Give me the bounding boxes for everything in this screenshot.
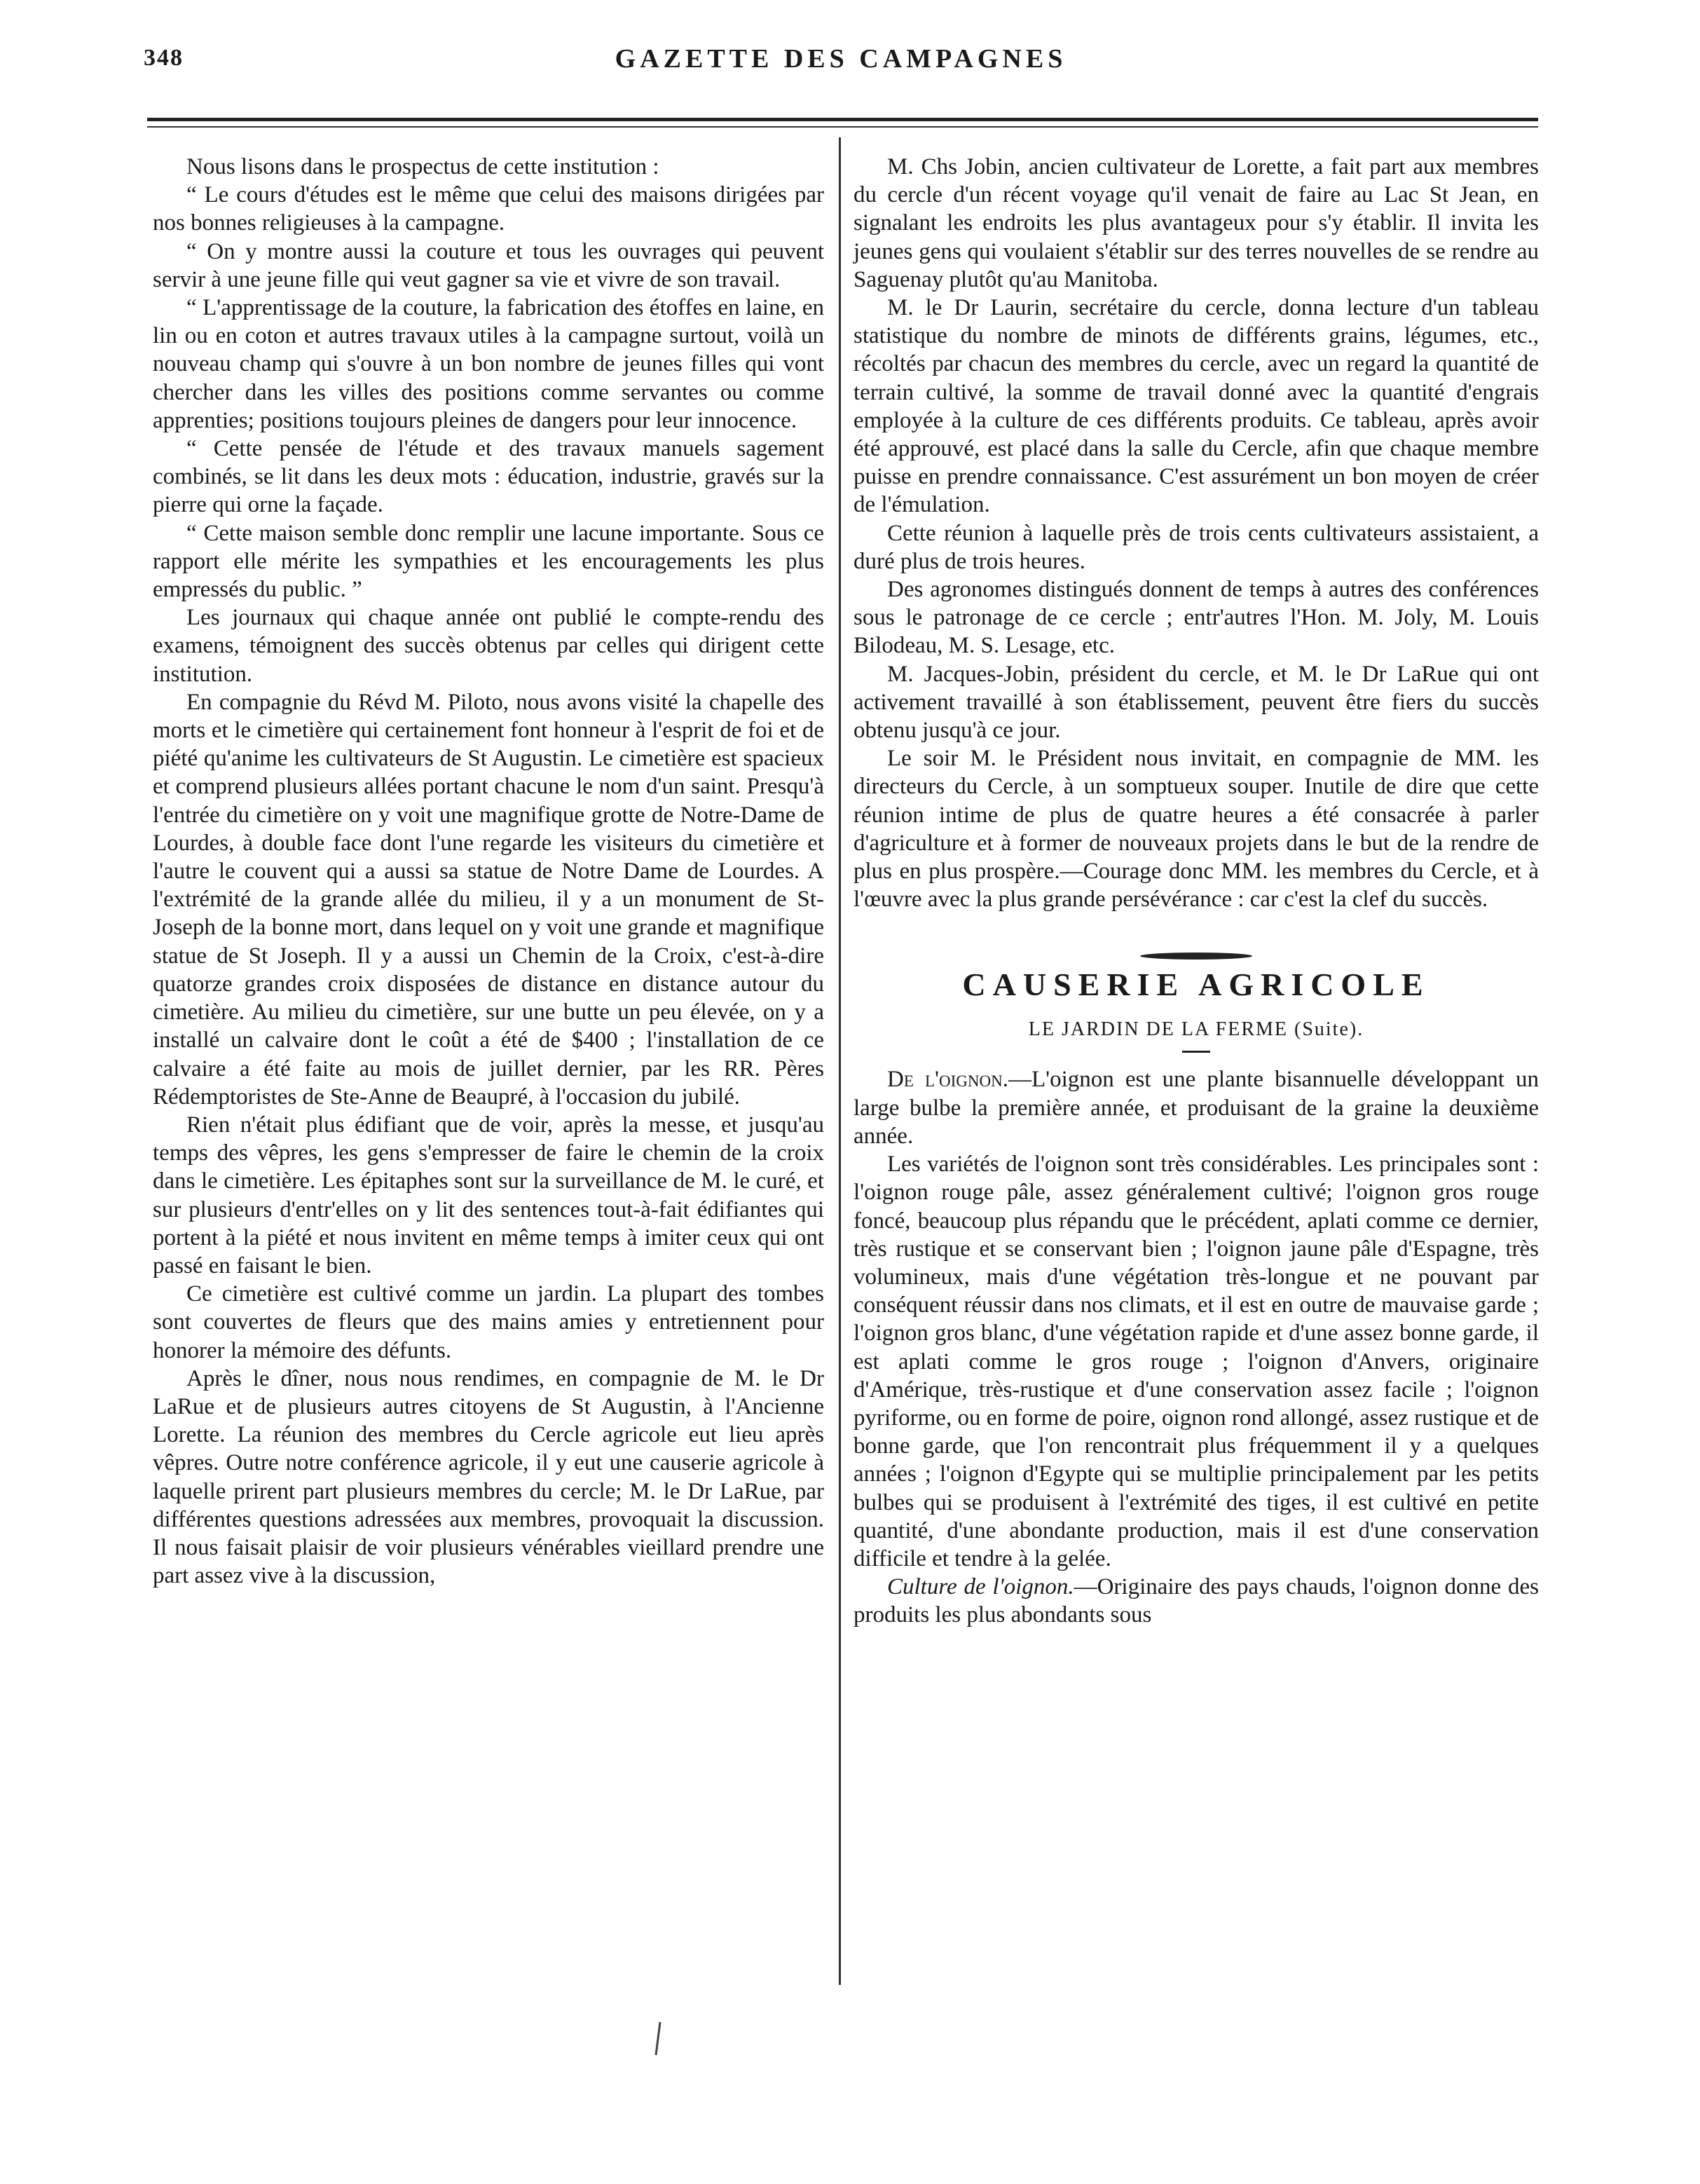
- paragraph-body: —Originaire des pays chauds, l'oignon donne des produits les plus abondants sous: [854, 1574, 1539, 1628]
- paragraph-body: —L'oignon est une plante bisannuelle développant un large bulbe la première année, et produisant de la graine la deuxième année.: [854, 1067, 1539, 1149]
- paragraph: M. le Dr Laurin, secrétaire du cercle, donna lecture d'un tableau statistique du nombre de minots de différents grains, légumes, etc., récoltés par chacun des membres du cercle, avec un regard la quantité de terrain cultivé, la somme de travail donné avec la quantité d'engrais employée à la culture de ces différents produits. Ce tableau, après avoir été approuvé, est placé dans la salle du Cercle, afin que chaque membre puisse en prendre connaissance. C'est assurément un bon moyen de créer de l'émulation.: [854, 295, 1539, 518]
- paragraph: “ Cette pensée de l'étude et des travaux manuels sagement combinés, se lit dans les deux mots : éducation, industrie, gravés sur la pierre qui orne la façade.: [153, 436, 824, 518]
- journal-title: GAZETTE DES CAMPAGNES: [615, 44, 1067, 74]
- paragraph: [854, 1065, 1539, 1150]
- section-subtitle: LE JARDIN DE LA FERME (Suite).: [1028, 1018, 1364, 1041]
- paragraph: En compagnie du Révd M. Piloto, nous avons visité la chapelle des morts et le cimetière qui certainement font honneur à l'esprit de foi et de piété qu'anime les cultivateurs de St Augustin. Le cimetière est spacieux et comprend plusieurs allées portant chacune le nom d'un saint. Presqu'à l'entrée du cimetière on y voit une magnifique grotte de Notre-Dame de Lourdes, à double face dont l'une regarde les visiteurs du cimetière et l'autre le couvent qui a aussi sa statue de Notre Dame de Lourdes. A l'extrémité de la grande allée du milieu, il y a un monument de St-Joseph de la bonne mort, dans lequel on y voit une grande et magnifique statue de St Joseph. Il y a aussi un Chemin de la Croix, c'est-à-dire quatorze grandes croix disposées de distance en distance autour du cimetière. Au milieu du cimetière, sur une butte un peu élevée, on y a installé un calvaire dont le coût a été de $400 ; l'installation de ce calvaire a été faite au mois de juillet dernier, par les RR. Pères Rédemptoristes de Ste-Anne de Beaupré, à l'occasion du jubilé.: [153, 689, 824, 1110]
- paragraph-lead: Culture de l'oignon.: [887, 1574, 1074, 1600]
- paragraph: “ L'apprentissage de la couture, la fabrication des étoffes en laine, en lin ou en coton et autres travaux utiles à la campagne surtout, voilà un nouveau champ qui s'ouvre à un bon nombre de jeunes filles qui vont chercher dans les villes des positions comme servantes ou comme apprenties; positions toujours pleines de dangers pour leur innocence.: [153, 295, 824, 433]
- page-header: [144, 39, 1538, 95]
- paragraph: Après le dîner, nous nous rendimes, en compagnie de M. le Dr LaRue et de plusieurs autres citoyens de St Augustin, à l'Ancienne Lorette. La réunion des membres du Cercle agricole eut lieu après vêpres. Outre notre conférence agricole, il y eut une causerie agricole à laquelle prirent part plusieurs membres du cercle; M. le Dr LaRue, par différentes questions adressées aux membres, provoquait la discussion. Il nous faisait plaisir de voir plusieurs vénérables vieillard prendre une part assez vive à la discussion,: [153, 1365, 824, 1589]
- paragraph: Rien n'était plus édifiant que de voir, après la messe, et jusqu'au temps des vêpres, les gens s'empresser de faire le chemin de la croix dans le cimetière. Les épitaphes sont sur la surveillance de M. le curé, et sur plusieurs d'entr'elles on y lit des sentences tout-à-fait édifiantes qui portent à la piété et nous invitent en même temps à imiter ceux qui ont passé en faisant le bien.: [153, 1112, 824, 1278]
- column-divider: [839, 137, 841, 1985]
- paragraph: Le soir M. le Président nous invitait, en compagnie de MM. les directeurs du Cercle, à un somptueux souper. Inutile de dire que cette réunion intime de plus de quatre heures a été consacrée à parler d'agriculture et à former de nouveaux projets dans le but de la rendre de plus en plus prospère.—Courage donc MM. les membres du Cercle, et à l'œuvre avec la plus grande persévérance : car c'est la clef du succès.: [854, 746, 1539, 913]
- page-number: 348: [144, 45, 184, 71]
- paragraph: “ Le cours d'études est le même que celui des maisons dirigées par nos bonnes religieuses à la campagne.: [153, 182, 824, 236]
- paragraph: Les journaux qui chaque année ont publié le compte-rendu des examens, témoignent des succès obtenus par celles qui dirigent cette institution.: [153, 605, 824, 687]
- paragraph: Cette réunion à laquelle près de trois cents cultivateurs assistaient, a duré plus de trois heures.: [854, 520, 1539, 574]
- paragraph: [854, 1573, 1539, 1629]
- header-rule-thin: [147, 126, 1538, 128]
- title-ornament: [1140, 953, 1252, 960]
- right-column: [854, 153, 1539, 1630]
- paragraph: Ce cimetière est cultivé comme un jardin. La plupart des tombes sont couvertes de fleurs que des mains amies y entretiennent pour honorer la mémoire des défunts.: [153, 1281, 824, 1363]
- paragraph: “ Cette maison semble donc remplir une lacune importante. Sous ce rapport elle mérite les sympathies et les encouragements les plus empressés du public. ”: [153, 520, 824, 603]
- paragraph: Des agronomes distingués donnent de temps à autres des conférences sous le patronage de ce cercle ; entr'autres l'Hon. M. Joly, M. Louis Bilodeau, M. S. Lesage, etc.: [854, 577, 1539, 659]
- stray-ink-mark: [645, 2019, 673, 2061]
- paragraph-lead: De l'oignon.: [887, 1067, 1008, 1093]
- separator-dash: [1182, 1051, 1210, 1053]
- paragraph: Les variétés de l'oignon sont très considérables. Les principales sont : l'oignon rouge pâle, assez généralement cultivé; l'oignon gros rouge foncé, beaucoup plus répandu que le précédent, aplati comme ce dernier, très rustique et se conservant bien ; l'oignon jaune pâle d'Espagne, très volumineux, mais d'une végétation très-longue et ne pouvant par conséquent réussir dans nos climats, et il est en outre de mauvaise garde ; l'oignon gros blanc, d'une végétation rapide et d'une assez bonne garde, il est aplati comme le gros rouge ; l'oignon d'Anvers, originaire d'Amérique, très-rustique et d'une conservation assez facile ; l'oignon pyriforme, ou en forme de poire, oignon rond allongé, assez rustique et de bonne garde, que l'on rencontrait plus fréquemment il y a quelques années ; l'oignon d'Egypte qui se multiplie principalement par les petits bulbes qui se produisent à l'extrémité des tiges, il est cultivé en petite quantité, d'une abondante production, mais il est d'une conservation difficile et tendre à la gelée.: [854, 1152, 1539, 1571]
- paragraph: “ On y montre aussi la couture et tous les ouvrages qui peuvent servir à une jeune fille qui veut gagner sa vie et vivre de son travail.: [153, 238, 824, 292]
- paragraph: Nous lisons dans le prospectus de cette institution :: [186, 154, 659, 179]
- paragraph: M. Chs Jobin, ancien cultivateur de Lorette, a fait part aux membres du cercle d'un récent voyage qu'il venait de faire au Lac St Jean, en signalant les endroits les plus avantageux pour s'y établir. Il invita les jeunes gens qui voulaient s'établir sur des terres nouvelles de se rendre au Saguenay plutôt qu'au Manitoba.: [854, 154, 1539, 292]
- section-title: [854, 953, 1539, 1004]
- left-column: [153, 153, 824, 1590]
- header-rule-thick: [147, 118, 1538, 121]
- paragraph: M. Jacques-Jobin, président du cercle, et M. le Dr LaRue qui ont activement travaillé à son établissement, peuvent être fiers du succès obtenu jusqu'à ce jour.: [854, 661, 1539, 744]
- section-title-text: CAUSERIE AGRICOLE: [962, 967, 1430, 1003]
